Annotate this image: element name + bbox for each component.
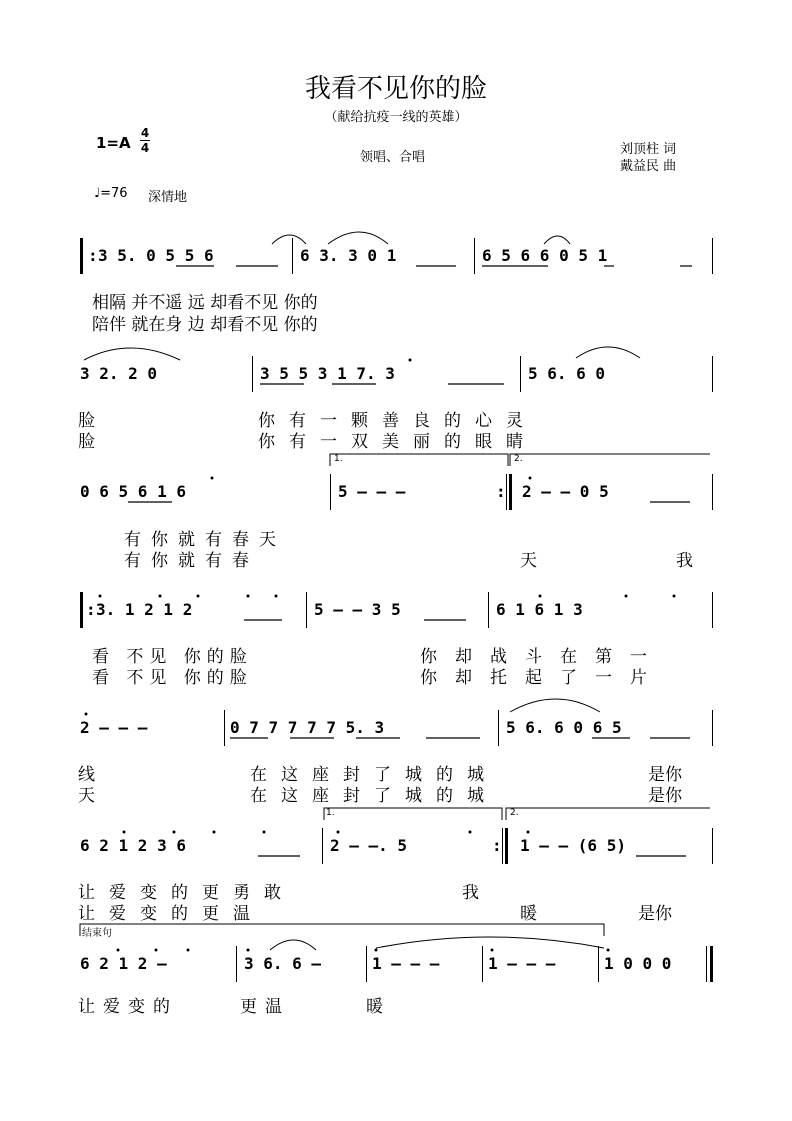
row6-lyric-verse2: 让爱变的更温	[78, 904, 264, 924]
octave-dot	[85, 713, 88, 716]
octave-dot	[211, 477, 214, 480]
octave-dot	[529, 477, 532, 480]
volta-1-label: 1.	[326, 808, 335, 818]
octave-dot	[247, 949, 250, 952]
row7-measure-4: 1 – – –	[488, 954, 556, 973]
song-subtitle: （献给抗疫一线的英雄）	[324, 110, 468, 125]
octave-dot	[275, 595, 278, 598]
row4-lyric-verse2: 看 不见 你的脸	[92, 668, 253, 688]
slur	[328, 232, 388, 244]
row1-measure-1: 3 5. 0 5 5 6	[98, 246, 214, 265]
row3-measure-3: 2 – – 0 5	[522, 482, 609, 501]
key-signature: 1=A	[96, 134, 131, 152]
row2-lyric-verse1: 你有一颗善良的心灵	[258, 411, 537, 431]
time-sig-top: 4	[140, 126, 150, 140]
octave-dot	[263, 831, 266, 834]
row2-measure-2: 3 5 5 3 1 7. 3	[260, 364, 395, 383]
row7-lyric-b: 更温	[240, 997, 290, 1017]
row1-measure-2: 6 3. 3 0 1	[300, 246, 397, 265]
volta-2-label: 2.	[510, 808, 519, 818]
octave-dot	[337, 831, 340, 834]
octave-dot	[527, 831, 530, 834]
row4-measure-2: 5 – – 3 5	[314, 600, 401, 619]
row5-lyric-verse1-start: 线	[78, 765, 95, 785]
row2-measure-3: 5 6. 6 0	[528, 364, 606, 383]
volta-2-label: 2.	[514, 454, 523, 464]
row7-measure-3: 1 – – –	[372, 954, 440, 973]
row5-lyric-verse2-end: 是你	[648, 786, 682, 806]
row3-lyric-verse2: 有你就有春	[124, 551, 259, 571]
row4-lyric-verse1: 看 不见 你的脸	[92, 647, 253, 667]
row3-measure-1: 0 6 5 6 1 6	[80, 482, 186, 501]
octave-dot	[99, 595, 102, 598]
row6-lyric-verse2-nuan: 暖	[520, 904, 537, 924]
row7-lyric-c: 暖	[366, 997, 383, 1017]
volta-bracket-2	[510, 454, 710, 466]
slur	[544, 236, 570, 244]
octave-dot	[197, 595, 200, 598]
octave-dot	[123, 831, 126, 834]
row1-lyric-verse2: 陪伴 就在身 边 却看不见 你的	[92, 315, 318, 335]
octave-dot	[625, 595, 628, 598]
row3-measure-2: 5 – – –	[338, 482, 406, 501]
volta-bracket-1	[330, 454, 508, 466]
time-sig-bottom: 4	[140, 141, 150, 155]
row4-lyric-verse2b: 你却托起了一片	[420, 668, 665, 688]
row4-measure-1: 3. 1 2 1 2	[96, 600, 193, 619]
slur	[270, 940, 316, 950]
octave-dot	[155, 949, 158, 952]
octave-dot	[247, 595, 250, 598]
octave-dot	[213, 831, 216, 834]
slur	[510, 699, 600, 712]
row6-lyric-verse1-wo: 我	[462, 883, 479, 903]
row6-measure-3: 1 – – (6 5)	[520, 836, 626, 855]
song-title: 我看不见你的脸	[304, 74, 487, 104]
slur	[84, 348, 180, 360]
row6-lyric-verse2-end: 是你	[638, 904, 672, 924]
row2-lyric-verse2: 你有一双美丽的眼睛	[258, 432, 537, 452]
ending-label: 结束句	[82, 928, 112, 939]
slur	[272, 235, 306, 244]
octave-dot	[409, 359, 412, 362]
octave-dot	[491, 949, 494, 952]
slur	[576, 347, 640, 358]
row2-lyric-verse2-start: 脸	[78, 432, 95, 452]
volta-bracket-2	[506, 808, 710, 820]
row5-lyric-verse2-start: 天	[78, 786, 95, 806]
row7-lyric: 让爱变的	[78, 997, 178, 1017]
singers-label: 领唱、合唱	[360, 150, 426, 165]
row6-lyric-verse1: 让爱变的更勇敢	[78, 883, 295, 903]
row3-lyric-verse1: 有你就有春天	[124, 530, 286, 550]
octave-dot	[673, 595, 676, 598]
octave-dot	[375, 949, 378, 952]
row4-measure-3: 6 1 6 1 3	[496, 600, 583, 619]
row7-measure-5: 1 0 0 0	[604, 954, 672, 973]
row6-measure-2: 2 – –. 5	[330, 836, 408, 855]
row6-measure-1: 6 2 1 2 3 6	[80, 836, 186, 855]
repeat-end-dots: :	[492, 836, 502, 855]
row2-lyric-verse1-start: 脸	[78, 411, 95, 431]
row1-measure-3: 6 5 6 6 0 5 1	[482, 246, 608, 265]
expression-marking: 深情地	[148, 190, 188, 205]
ending-bracket	[80, 924, 604, 936]
volta-bracket-1	[324, 808, 502, 820]
row5-measure-3: 5 6. 6 0 6 5	[506, 718, 622, 737]
row3-lyric-verse2-wo: 我	[676, 551, 693, 571]
octave-dot	[187, 949, 190, 952]
row5-measure-2: 0 7 7 7 7 7 5. 3	[230, 718, 385, 737]
lyricist-credit: 刘顶柱 词	[620, 142, 677, 157]
row1-repeat-dots: :	[88, 246, 98, 265]
row5-lyric-verse1-end: 是你	[648, 765, 682, 785]
row5-measure-1: 2 – – –	[80, 718, 148, 737]
row5-lyric-verse2: 在这座封了城的城	[250, 786, 498, 806]
row5-lyric-verse1: 在这座封了城的城	[250, 765, 498, 785]
tempo-marking: ♩=76	[94, 186, 128, 201]
row2-measure-1: 3 2. 2 0	[80, 364, 158, 383]
repeat-end-dots: :	[496, 482, 506, 501]
octave-dot	[607, 949, 610, 952]
volta-1-label: 1.	[334, 454, 343, 464]
composer-credit: 戴益民 曲	[620, 159, 677, 174]
octave-dot	[117, 949, 120, 952]
octave-dot	[539, 595, 542, 598]
octave-dot	[469, 831, 472, 834]
row4-lyric-verse1b: 你却战斗在第一	[420, 647, 665, 667]
row4-repeat-dots: :	[86, 600, 96, 619]
row1-lyric-verse1: 相隔 并不遥 远 却看不见 你的	[92, 293, 318, 313]
octave-dot	[159, 595, 162, 598]
row7-measure-1: 6 2 1 2 –	[80, 954, 167, 973]
slur	[376, 937, 604, 948]
row3-lyric-verse2-tian: 天	[520, 551, 537, 571]
row7-measure-2: 3 6. 6 –	[244, 954, 322, 973]
octave-dot	[173, 831, 176, 834]
